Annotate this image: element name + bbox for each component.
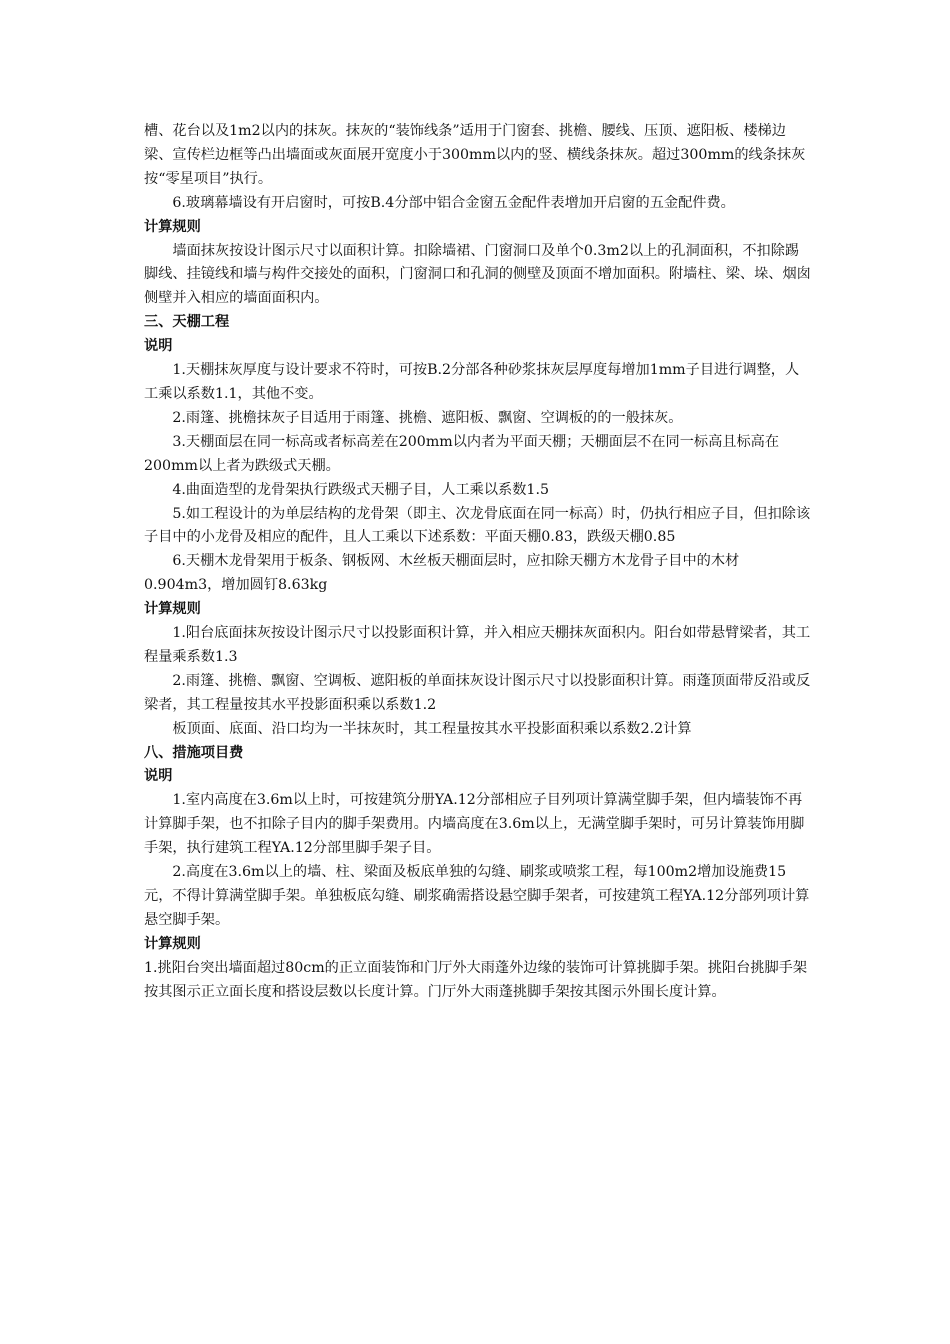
paragraph-ceiling-note-2: 2.雨篷、挑檐抹灰子目适用于雨篷、挑檐、遮阳板、飘窗、空调板的的一般抹灰。 <box>172 409 683 426</box>
paragraph-ceiling-rule-2: 2.雨篷、挑檐、飘窗、空调板、遮阳板的单面抹灰设计图示尺寸以投影面积计算。雨蓬顶面带反沿或反梁者，其工程量按其水平投影面积乘以系数1.2 <box>144 672 811 713</box>
paragraph-ceiling-note-4: 4.曲面造型的龙骨架执行跌级式天棚子目，人工乘以系数1.5 <box>172 481 549 498</box>
paragraph-ceiling-note-6: 6.天棚木龙骨架用于板条、钢板网、木丝板天棚面层时，应扣除天棚方木龙骨子目中的木材0.904m3，增加圆钉8.63kg <box>144 553 740 594</box>
paragraph-ceiling-note-5: 5.如工程设计的为单层结构的龙骨架（即主、次龙骨底面在同一标高）时，仍执行相应子目，但扣除该子目中的小龙骨及相应的配件，且人工乘以下述系数：平面天棚0.83，跌级天棚0.85 <box>144 505 811 546</box>
paragraph-ceiling-rule-3: 板顶面、底面、沿口均为一半抹灰时，其工程量按其水平投影面积乘以系数2.2计算 <box>172 720 692 737</box>
heading-notes: 说明 <box>144 768 173 785</box>
paragraph-ceiling-note-3: 3.天棚面层在同一标高或者标高差在200mm以内者为平面天棚；天棚面层不在同一标高且标高在200mm以上者为跌级式天棚。 <box>144 433 780 474</box>
paragraph-measures-note-1: 1.室内高度在3.6m以上时，可按建筑分册YA.12分部相应子目列项计算满堂脚手架，但内墙装饰不再计算脚手架，也不扣除子目内的脚手架费用。内墙高度在3.6m以上，无满堂脚手架时，可另计算装饰用脚手架，执行建筑工程YA.12分部里脚手架子目。 <box>144 792 805 857</box>
paragraph-ceiling-note-1: 1.天棚抹灰厚度与设计要求不符时，可按B.2分部各种砂浆抹灰层厚度每增加1mm子目进行调整，人工乘以系数1.1，其他不变。 <box>144 362 800 402</box>
paragraph-measures-note-2: 2.高度在3.6m以上的墙、柱、梁面及板底单独的勾缝、刷浆或喷浆工程，每100m2增加设施费15元，不得计算满堂脚手架。单独板底勾缝、刷浆确需搭设悬空脚手架者，可按建筑工程YA.12分部列项计算悬空脚手架。 <box>144 864 810 928</box>
paragraph-plaster-scope: 槽、花台以及1m2以内的抹灰。抹灰的“装饰线条”适用于门窗套、挑檐、腰线、压顶、遮阳板、楼梯边梁、宣传栏边框等凸出墙面或灰面展开宽度小于300mm以内的竖、横线条抹灰。超过300mm的线条抹灰按“零星项目”执行。 <box>144 123 806 187</box>
heading-calc-rules: 计算规则 <box>144 601 201 618</box>
paragraph-measures-rule-1: 1.挑阳台突出墙面超过80cm的正立面装饰和门厅外大雨蓬外边缘的装饰可计算挑脚手架。挑阳台挑脚手架按其图示正立面长度和搭设层数以长度计算。门厅外大雨蓬挑脚手架按其图示外围长度计算。 <box>144 959 808 1000</box>
document-body <box>144 120 812 1005</box>
section-title-measures: 八、措施项目费 <box>144 744 244 761</box>
heading-notes: 说明 <box>144 338 173 355</box>
section-title-ceiling: 三、天棚工程 <box>144 314 230 331</box>
paragraph-ceiling-rule-1: 1.阳台底面抹灰按设计图示尺寸以投影面积计算，并入相应天棚抹灰面积内。阳台如带悬臂梁者，其工程量乘系数1.3 <box>144 625 811 665</box>
paragraph-curtain-wall: 6.玻璃幕墙设有开启窗时，可按B.4分部中铝合金窗五金配件表增加开启窗的五金配件费。 <box>172 194 735 211</box>
heading-calc-rules: 计算规则 <box>144 935 201 952</box>
paragraph-wall-plaster-rules: 墙面抹灰按设计图示尺寸以面积计算。扣除墙裙、门窗洞口及单个0.3m2以上的孔洞面积，不扣除踢脚线、挂镜线和墙与构件交接处的面积，门窗洞口和孔洞的侧壁及顶面不增加面积。附墙柱、梁、垛、烟囱侧壁并入相应的墙面面积内。 <box>144 242 811 307</box>
heading-calc-rules: 计算规则 <box>144 218 201 235</box>
